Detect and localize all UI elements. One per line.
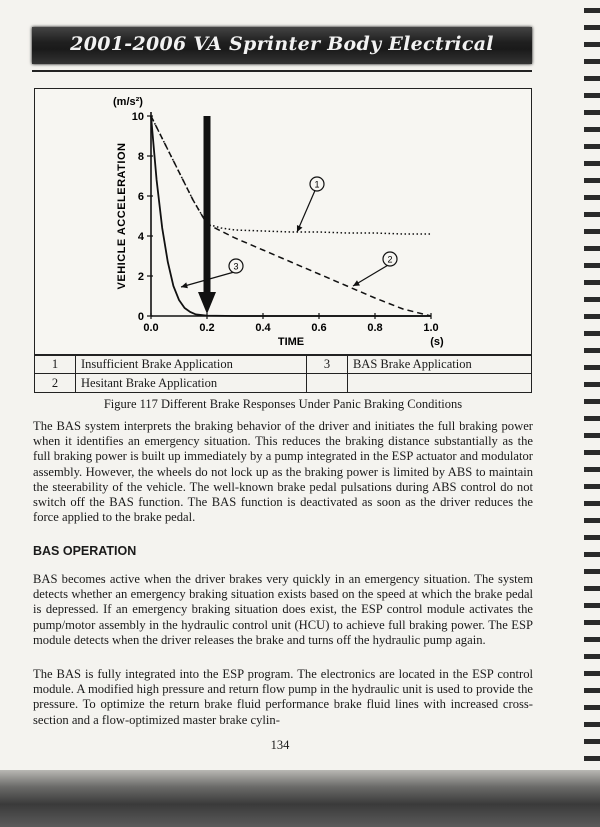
brake-response-chart: [35, 89, 531, 355]
legend-number: 1: [35, 355, 76, 374]
y-tick-label: 6: [137, 191, 144, 203]
paragraph-bas-operation: BAS becomes active when the driver brakes very quickly in an emergency situation. The system detects whether an emergency braking situation exists based on the speed at which the brake pedal is depressed. If an emergency braking situation does exist, the ESP control module activates the pump/motor assembly in the hydraulic control unit (HCU) to achieve full braking power. The ESP module detects when the driver releases the brake and turns off the hydraulic pump again.: [33, 572, 533, 647]
y-axis-label: VEHICLE ACCELERATION: [116, 142, 128, 290]
x-tick-label: 0.4: [255, 322, 271, 334]
x-tick-label: 0.8: [367, 322, 383, 334]
callout-number: 3: [233, 261, 239, 272]
legend-number-empty: [306, 374, 347, 393]
paragraph-bas-integration: The BAS is fully integrated into the ESP program. The electronics are located in the ESP control module. A modified high pressure and return flow pump in the hydraulic unit is used to provide the pressure. To optimize the return brake fluid performance brake fluid lines with increased cross-section and a flow-optimized master brake cylin-: [33, 667, 533, 727]
header-band: [32, 27, 532, 64]
legend-number: 3: [306, 355, 347, 374]
series-line-2: [151, 116, 431, 316]
spiral-binding: [578, 0, 600, 780]
legend-label-empty: [347, 374, 531, 393]
page-header-title: 2001-2006 VA Sprinter Body Electrical: [70, 33, 494, 55]
bottom-shadow: [0, 770, 600, 827]
x-tick-label: 0.6: [311, 322, 327, 334]
y-tick-label: 4: [137, 231, 144, 243]
marker-arrow-shaft: [204, 116, 211, 292]
marker-arrow-head: [198, 292, 216, 314]
paragraph-bas-intro: The BAS system interprets the braking behavior of the driver and initiates the full braking power when it identifies an emergency situation. This reduces the braking distance substantially as the full braking power is built up immediately by a pump integrated in the ESP actuator and modulator assembly. However, the wheels do not lock up as the braking power is limited by ABS to maintain the steerability of the vehicle. The well-known brake pedal pulsations during ABS control do not switch off the BAS function. The BAS function is deactivated as soon as the driver reduces the force applied to the brake pedal.: [33, 419, 533, 525]
x-tick-label: 0.0: [143, 322, 159, 334]
legend-number: 2: [35, 374, 76, 393]
figure-box: [34, 88, 532, 356]
legend-label: Insufficient Brake Application: [76, 355, 307, 374]
x-tick-label: 1.0: [423, 322, 439, 334]
header-rule: [32, 70, 532, 72]
y-tick-label: 10: [131, 111, 144, 123]
section-heading: BAS OPERATION: [33, 544, 137, 558]
series-line-3: [151, 116, 431, 316]
legend-table: [34, 354, 532, 393]
page-number: 134: [270, 738, 290, 752]
y-tick-label: 0: [137, 311, 144, 323]
legend-label: BAS Brake Application: [347, 355, 531, 374]
x-axis-label: TIME: [277, 336, 305, 348]
series-line-1: [151, 116, 431, 234]
legend-row: [35, 355, 532, 374]
x-unit-label: (s): [430, 336, 444, 348]
callout-number: 2: [387, 254, 393, 265]
callout-number: 1: [314, 179, 320, 190]
y-tick-label: 8: [137, 151, 144, 163]
x-tick-label: 0.2: [199, 322, 215, 334]
figure-caption: Figure 117 Different Brake Responses Under Panic Braking Conditions: [103, 397, 463, 411]
callout-arrowhead: [181, 282, 188, 288]
y-tick-label: 2: [137, 271, 144, 283]
legend-row: [35, 374, 532, 393]
legend-label: Hesitant Brake Application: [76, 374, 307, 393]
callout-leader: [297, 190, 315, 232]
y-unit-label: (m/s²): [113, 96, 143, 108]
